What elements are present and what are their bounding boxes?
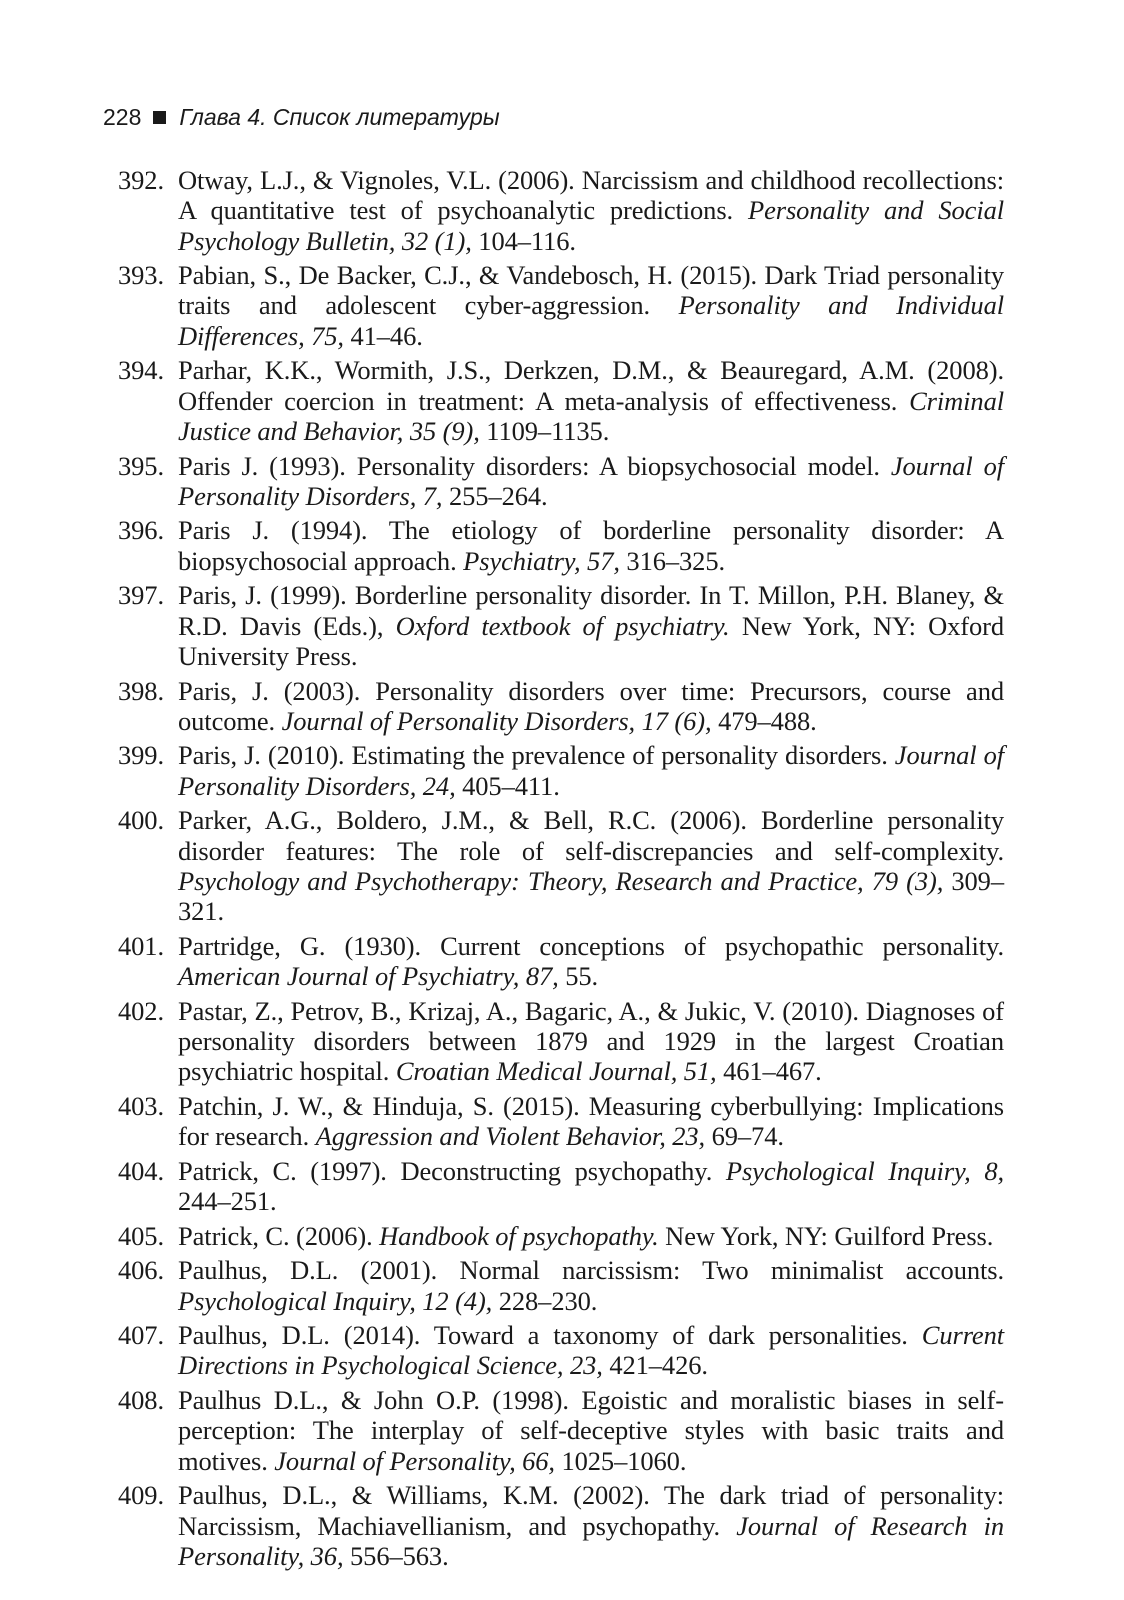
reference-number: 401.: [118, 930, 164, 961]
reference-journal: Psychological Inquiry, 12 (4),: [178, 1285, 493, 1316]
reference-number: 394.: [118, 355, 164, 386]
reference-item: [118, 1091, 1004, 1152]
reference-number: 405.: [118, 1220, 164, 1251]
reference-item: [118, 260, 1004, 351]
reference-number: 396.: [118, 515, 164, 546]
reference-item: [118, 165, 1004, 256]
reference-pages: 1109–1135.: [479, 415, 610, 446]
reference-authors-title: Parker, A.G., Boldero, J.M., & Bell, R.C. (2006). Borderline personality disorder features: The role of self-discrepancies and self-complexity.: [178, 805, 1004, 866]
reference-item: [118, 1221, 1004, 1251]
reference-number: 395.: [118, 450, 164, 481]
reference-journal: Journal of Research in Personality, 36,: [178, 1510, 1004, 1571]
reference-pages: 556–563.: [343, 1540, 449, 1571]
reference-pages: 69–74.: [705, 1121, 784, 1152]
reference-pages: 55.: [558, 961, 599, 992]
reference-item: [118, 805, 1004, 926]
reference-pages: 479–488.: [711, 705, 817, 736]
reference-journal: Psychiatry, 57,: [463, 545, 620, 576]
reference-journal: Journal of Personality, 66,: [274, 1445, 555, 1476]
reference-pages: 104–116.: [471, 225, 576, 256]
reference-text: [178, 260, 1004, 351]
running-header: [103, 104, 500, 131]
reference-pages: 1025–1060.: [554, 1445, 687, 1476]
reference-item: [118, 1255, 1004, 1316]
reference-journal: Croatian Medical Journal, 51,: [395, 1056, 717, 1087]
reference-pages: 461–467.: [716, 1056, 822, 1087]
reference-item: [118, 740, 1004, 801]
reference-item: [118, 1385, 1004, 1476]
reference-journal: Personality and Individual Differences, 75,: [178, 290, 1004, 351]
reference-journal: Journal of Personality Disorders, 24,: [178, 740, 1004, 801]
reference-number: 409.: [118, 1480, 164, 1511]
reference-authors-title: Paulhus, D.L. (2014). Toward a taxonomy of dark personalities.: [178, 1320, 922, 1351]
reference-journal: Psychological Inquiry, 8,: [725, 1155, 1004, 1186]
reference-authors-title: Paris, J. (2010). Estimating the prevalence of personality disorders.: [178, 740, 895, 771]
reference-journal: Personality and Social Psychology Bulletin, 32 (1),: [178, 195, 1005, 256]
reference-item: [118, 931, 1004, 992]
reference-authors-title: Patrick, C. (2006).: [178, 1220, 380, 1251]
reference-journal: Psychology and Psychotherapy: Theory, Research and Practice, 79 (3),: [178, 865, 944, 896]
reference-text: [178, 355, 1004, 446]
reference-number: 398.: [118, 675, 164, 706]
reference-item: [118, 1156, 1004, 1217]
reference-number: 399.: [118, 740, 164, 771]
reference-pages: 228–230.: [492, 1285, 598, 1316]
reference-pages: New York, NY: Guilford Press.: [658, 1220, 994, 1251]
reference-list: [118, 165, 1004, 1575]
reference-authors-title: Paulhus D.L., & John O.P. (1998). Egoistic and moralistic biases in self-perception: The interplay of self-deceptive styles with basic traits and motives.: [178, 1385, 1004, 1476]
reference-number: 393.: [118, 260, 164, 291]
reference-text: [178, 1385, 1004, 1476]
reference-text: [178, 1320, 1004, 1381]
reference-authors-title: Partridge, G. (1930). Current conceptions of psychopathic personality.: [178, 930, 1004, 961]
reference-pages: 309–321.: [178, 865, 1004, 927]
reference-authors-title: Paris, J. (1999). Borderline personality disorder. In T. Millon, P.H. Blaney, & R.D. Davis (Eds.),: [178, 580, 1004, 641]
reference-item: [118, 580, 1004, 671]
reference-text: [178, 1091, 1004, 1152]
reference-number: 404.: [118, 1155, 164, 1186]
reference-text: [178, 451, 1004, 512]
reference-journal: Criminal Justice and Behavior, 35 (9),: [178, 385, 1004, 446]
reference-text: [178, 165, 1004, 256]
reference-item: [118, 1480, 1004, 1571]
reference-pages: 41–46.: [343, 320, 423, 351]
reference-text: [178, 1221, 1004, 1251]
reference-text: [178, 996, 1004, 1087]
reference-text: [178, 676, 1004, 737]
reference-number: 392.: [118, 165, 164, 195]
reference-text: [178, 580, 1004, 671]
reference-journal: Aggression and Violent Behavior, 23,: [315, 1121, 706, 1152]
reference-text: [178, 1255, 1004, 1316]
reference-item: [118, 515, 1004, 576]
reference-authors-title: Patrick, C. (1997). Deconstructing psychopathy.: [178, 1155, 726, 1186]
reference-item: [118, 996, 1004, 1087]
reference-number: 406.: [118, 1255, 164, 1286]
reference-authors-title: Paulhus, D.L. (2001). Normal narcissism: Two minimalist accounts.: [178, 1255, 1004, 1286]
reference-number: 408.: [118, 1385, 164, 1416]
reference-number: 402.: [118, 995, 164, 1026]
reference-authors-title: Patchin, J. W., & Hinduja, S. (2015). Measuring cyberbullying: Implications for research.: [178, 1090, 1004, 1152]
reference-pages: 244–251.: [178, 1186, 277, 1217]
reference-pages: 405–411.: [455, 770, 560, 801]
reference-pages: 421–426.: [602, 1350, 708, 1381]
reference-journal: Journal of Personality Disorders, 17 (6),: [281, 705, 712, 736]
reference-authors-title: Pabian, S., De Backer, C.J., & Vandebosch, H. (2015). Dark Triad personality traits and adolescent cyber-aggression.: [178, 260, 1004, 321]
reference-item: [118, 355, 1004, 446]
reference-item: [118, 676, 1004, 737]
reference-authors-title: Paris J. (1994). The etiology of borderline personality disorder: A biopsychosocial approach.: [178, 515, 1004, 576]
page-number: 228: [103, 104, 142, 130]
reference-pages: 255–264.: [442, 480, 548, 511]
reference-text: [178, 515, 1004, 576]
reference-journal: Oxford textbook of psychiatry.: [395, 610, 730, 641]
reference-text: [178, 1480, 1004, 1571]
reference-number: 403.: [118, 1090, 164, 1121]
reference-number: 407.: [118, 1320, 164, 1351]
reference-authors-title: Parhar, K.K., Wormith, J.S., Derkzen, D.M., & Beauregard, A.M. (2008). Offender coercion in treatment: A meta-analysis of effectiveness.: [178, 355, 1004, 416]
reference-journal: Handbook of psychopathy.: [379, 1220, 659, 1251]
reference-item: [118, 451, 1004, 512]
reference-authors-title: Paris J. (1993). Personality disorders: A biopsychosocial model.: [178, 450, 891, 481]
reference-pages: 316–325.: [619, 545, 725, 576]
chapter-title: Глава 4. Список литературы: [179, 104, 500, 130]
reference-text: [178, 740, 1004, 801]
reference-authors-title: Otway, L.J., & Vignoles, V.L. (2006). Narcissism and childhood recollections: A quantitative test of psychoanalytic predictions.: [178, 165, 1004, 226]
reference-journal: American Journal of Psychiatry, 87,: [178, 961, 559, 992]
reference-number: 397.: [118, 580, 164, 611]
square-bullet-icon: [153, 111, 166, 124]
reference-text: [178, 805, 1004, 926]
reference-authors-title: Paulhus, D.L., & Williams, K.M. (2002). The dark triad of personality: Narcissism, Machiavellianism, and psychopathy.: [178, 1480, 1004, 1541]
reference-text: [178, 1156, 1004, 1217]
reference-journal: Current Directions in Psychological Science, 23,: [178, 1320, 1004, 1381]
reference-number: 400.: [118, 805, 164, 836]
reference-authors-title: Paris, J. (2003). Personality disorders over time: Precursors, course and outcome.: [178, 675, 1004, 736]
reference-item: [118, 1320, 1004, 1381]
reference-journal: Journal of Personality Disorders, 7,: [178, 450, 1004, 511]
reference-pages: New York, NY: Oxford University Press.: [178, 610, 1005, 671]
reference-text: [178, 931, 1004, 992]
reference-authors-title: Pastar, Z., Petrov, B., Krizaj, A., Bagaric, A., & Jukic, V. (2010). Diagnoses of personality disorders between 1879 and 1929 in the largest Croatian psychiatric hospital.: [178, 995, 1004, 1087]
